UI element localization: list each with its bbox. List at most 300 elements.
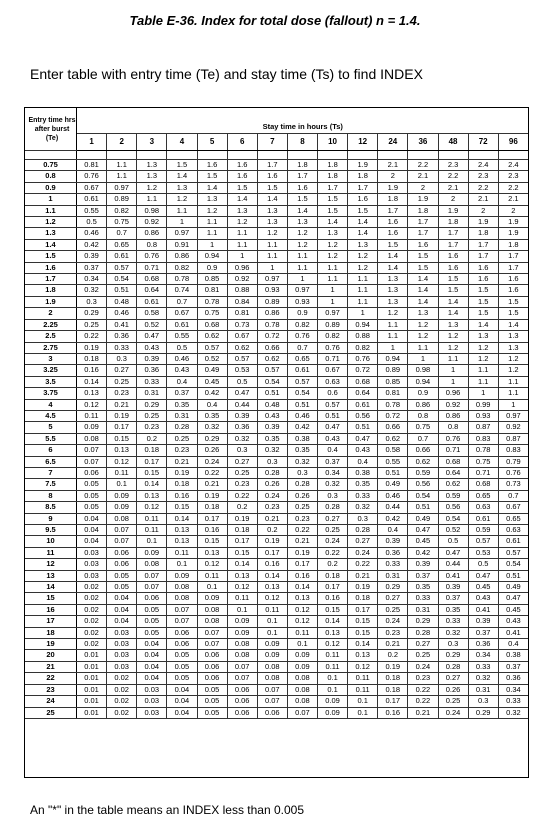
index-value-cell: 0.4 bbox=[318, 445, 348, 456]
index-value-cell: 0.05 bbox=[77, 479, 107, 490]
index-value-cell: 0.4 bbox=[348, 456, 378, 467]
index-value-cell: 1.1 bbox=[287, 251, 317, 262]
index-value-cell: 1.7 bbox=[468, 251, 498, 262]
index-value-cell: 0.07 bbox=[227, 661, 257, 672]
entry-time-cell: 8.5 bbox=[25, 502, 77, 513]
index-value-cell: 0.38 bbox=[348, 467, 378, 478]
index-value-cell: 0.13 bbox=[348, 650, 378, 661]
index-value-cell: 0.25 bbox=[287, 502, 317, 513]
index-value-cell: 0.07 bbox=[287, 707, 317, 718]
index-value-cell: 0.08 bbox=[197, 604, 227, 615]
index-value-cell: 1.7 bbox=[498, 251, 528, 262]
index-value-cell: 0.61 bbox=[498, 536, 528, 547]
index-value-cell: 0.76 bbox=[438, 433, 468, 444]
index-value-cell: 0.23 bbox=[227, 479, 257, 490]
index-value-cell: 1.3 bbox=[167, 182, 197, 193]
index-value-cell: 0.18 bbox=[227, 525, 257, 536]
index-value-cell: 0.43 bbox=[468, 593, 498, 604]
index-value-cell: 0.43 bbox=[137, 342, 167, 353]
index-value-cell: 0.61 bbox=[468, 513, 498, 524]
index-value-cell: 0.1 bbox=[167, 559, 197, 570]
index-value-cell: 1.2 bbox=[378, 308, 408, 319]
index-value-cell: 2.1 bbox=[408, 171, 438, 182]
index-value-cell: 0.43 bbox=[498, 616, 528, 627]
index-value-cell: 0.21 bbox=[348, 570, 378, 581]
index-value-cell: 0.05 bbox=[197, 707, 227, 718]
index-value-cell: 0.8 bbox=[137, 239, 167, 250]
index-value-cell: 1.7 bbox=[408, 217, 438, 228]
index-value-cell: 1.3 bbox=[137, 171, 167, 182]
index-value-cell: 0.81 bbox=[378, 388, 408, 399]
index-value-cell: 0.92 bbox=[137, 217, 167, 228]
table-frame bbox=[24, 107, 529, 778]
index-value-cell: 0.29 bbox=[408, 616, 438, 627]
index-value-cell: 0.6 bbox=[318, 388, 348, 399]
index-value-cell: 0.06 bbox=[167, 627, 197, 638]
index-value-cell: 1.7 bbox=[287, 171, 317, 182]
index-value-cell: 0.51 bbox=[287, 399, 317, 410]
index-value-cell: 0.39 bbox=[438, 582, 468, 593]
index-value-cell: 1.8 bbox=[378, 194, 408, 205]
index-value-cell: 0.63 bbox=[318, 376, 348, 387]
index-value-cell: 0.41 bbox=[468, 604, 498, 615]
index-value-cell: 0.52 bbox=[137, 319, 167, 330]
index-value-cell: 0.47 bbox=[227, 388, 257, 399]
index-value-cell: 0.22 bbox=[408, 696, 438, 707]
index-value-cell: 1.5 bbox=[498, 296, 528, 307]
index-value-cell: 0.25 bbox=[408, 650, 438, 661]
index-value-cell: 0.61 bbox=[77, 194, 107, 205]
index-value-cell: 0.19 bbox=[287, 547, 317, 558]
index-value-cell: 0.03 bbox=[107, 661, 137, 672]
index-value-cell: 0.1 bbox=[348, 696, 378, 707]
index-value-cell: 0.36 bbox=[107, 331, 137, 342]
index-value-cell: 0.32 bbox=[197, 422, 227, 433]
index-value-cell: 0.41 bbox=[107, 319, 137, 330]
index-value-cell: 0.43 bbox=[257, 410, 287, 421]
stay-time-column-header: 5 bbox=[197, 133, 227, 150]
index-value-cell: 0.34 bbox=[498, 684, 528, 695]
index-value-cell: 0.93 bbox=[468, 410, 498, 421]
index-value-cell: 0.01 bbox=[77, 661, 107, 672]
stay-time-column-header: 24 bbox=[378, 133, 408, 150]
entry-time-cell: 21 bbox=[25, 661, 77, 672]
index-value-cell: 0.81 bbox=[77, 160, 107, 171]
entry-time-cell: 1.3 bbox=[25, 228, 77, 239]
index-value-cell: 1 bbox=[167, 217, 197, 228]
index-value-cell: 0.11 bbox=[77, 410, 107, 421]
index-value-cell: 0.28 bbox=[287, 479, 317, 490]
index-value-cell: 0.17 bbox=[107, 422, 137, 433]
index-value-cell: 0.2 bbox=[257, 525, 287, 536]
index-value-cell: 0.05 bbox=[137, 604, 167, 615]
index-value-cell: 0.04 bbox=[77, 525, 107, 536]
index-value-cell: 1.1 bbox=[287, 262, 317, 273]
index-value-cell: 2.3 bbox=[438, 160, 468, 171]
index-value-cell: 0.17 bbox=[348, 604, 378, 615]
index-value-cell: 0.72 bbox=[378, 410, 408, 421]
index-value-cell: 0.29 bbox=[378, 582, 408, 593]
index-value-cell: 0.22 bbox=[77, 331, 107, 342]
entry-time-cell: 2 bbox=[25, 308, 77, 319]
index-value-cell: 0.45 bbox=[468, 582, 498, 593]
index-value-cell: 0.13 bbox=[77, 388, 107, 399]
index-value-cell: 0.1 bbox=[227, 604, 257, 615]
index-value-cell: 0.89 bbox=[107, 194, 137, 205]
index-value-cell: 0.14 bbox=[167, 513, 197, 524]
index-value-cell: 1.6 bbox=[438, 262, 468, 273]
index-value-cell: 0.21 bbox=[197, 479, 227, 490]
index-value-cell: 0.55 bbox=[77, 205, 107, 216]
index-value-cell: 1.8 bbox=[498, 239, 528, 250]
index-value-cell: 1.7 bbox=[468, 239, 498, 250]
index-value-cell: 1.2 bbox=[498, 353, 528, 364]
index-value-cell: 0.35 bbox=[167, 399, 197, 410]
index-value-cell: 0.76 bbox=[348, 353, 378, 364]
index-value-cell: 1.7 bbox=[378, 205, 408, 216]
entry-time-cell: 15 bbox=[25, 593, 77, 604]
index-value-cell: 0.62 bbox=[197, 331, 227, 342]
index-value-cell: 0.3 bbox=[438, 639, 468, 650]
index-value-cell: 1.2 bbox=[408, 331, 438, 342]
index-value-cell: 0.3 bbox=[468, 696, 498, 707]
entry-time-cell: 13 bbox=[25, 570, 77, 581]
entry-time-cell: 1.2 bbox=[25, 217, 77, 228]
index-value-cell: 0.56 bbox=[408, 479, 438, 490]
entry-time-cell: 3.5 bbox=[25, 376, 77, 387]
index-value-cell: 0.33 bbox=[107, 342, 137, 353]
index-value-cell: 0.18 bbox=[378, 673, 408, 684]
index-value-cell: 1.3 bbox=[287, 217, 317, 228]
index-value-cell: 0.15 bbox=[227, 547, 257, 558]
index-value-cell: 0.45 bbox=[498, 604, 528, 615]
index-value-cell: 0.33 bbox=[408, 593, 438, 604]
footnote: An "*" in the table means an INDEX less than 0.005 bbox=[30, 803, 305, 817]
index-value-cell: 1.6 bbox=[348, 194, 378, 205]
index-value-cell: 0.11 bbox=[197, 570, 227, 581]
index-value-cell: 0.5 bbox=[438, 536, 468, 547]
index-value-cell: 0.01 bbox=[77, 673, 107, 684]
index-value-cell: 0.38 bbox=[498, 650, 528, 661]
index-value-cell: 0.4 bbox=[378, 525, 408, 536]
index-value-cell: 0.94 bbox=[408, 376, 438, 387]
index-value-cell: 0.66 bbox=[378, 422, 408, 433]
index-value-cell: 1.7 bbox=[348, 182, 378, 193]
index-value-cell: 0.07 bbox=[257, 696, 287, 707]
index-value-cell: 1.1 bbox=[348, 285, 378, 296]
index-value-cell: 0.21 bbox=[287, 536, 317, 547]
index-value-cell: 0.88 bbox=[348, 331, 378, 342]
index-value-cell: 0.13 bbox=[167, 536, 197, 547]
index-value-cell: 0.11 bbox=[318, 661, 348, 672]
index-value-cell: 0.89 bbox=[257, 296, 287, 307]
index-value-cell: 0.07 bbox=[107, 536, 137, 547]
index-value-cell: 0.47 bbox=[408, 525, 438, 536]
index-value-cell: 0.71 bbox=[468, 467, 498, 478]
index-value-cell: 0.22 bbox=[227, 490, 257, 501]
index-value-cell: 1.2 bbox=[468, 353, 498, 364]
index-value-cell: 0.11 bbox=[227, 593, 257, 604]
index-value-cell: 1.4 bbox=[498, 319, 528, 330]
index-value-cell: 1.3 bbox=[197, 194, 227, 205]
index-value-cell: 0.62 bbox=[378, 433, 408, 444]
index-value-cell: 0.09 bbox=[137, 547, 167, 558]
index-value-cell: 0.97 bbox=[257, 274, 287, 285]
index-value-cell: 0.25 bbox=[137, 410, 167, 421]
index-value-cell: 0.07 bbox=[197, 639, 227, 650]
index-value-cell: 0.51 bbox=[498, 570, 528, 581]
index-value-cell: 0.02 bbox=[77, 604, 107, 615]
index-value-cell: 0.83 bbox=[468, 433, 498, 444]
index-value-cell: 0.42 bbox=[378, 513, 408, 524]
entry-time-cell: 7 bbox=[25, 467, 77, 478]
index-value-cell: 0.03 bbox=[107, 639, 137, 650]
index-value-cell: 0.22 bbox=[348, 559, 378, 570]
index-value-cell: 2.4 bbox=[468, 160, 498, 171]
index-value-cell: 0.17 bbox=[227, 536, 257, 547]
index-value-cell: 0.82 bbox=[318, 331, 348, 342]
index-value-cell: 0.15 bbox=[107, 433, 137, 444]
index-value-cell: 1.6 bbox=[378, 228, 408, 239]
index-value-cell: 0.15 bbox=[197, 536, 227, 547]
index-value-cell: 1.1 bbox=[378, 319, 408, 330]
index-value-cell: 0.65 bbox=[468, 490, 498, 501]
index-value-cell: 0.75 bbox=[107, 217, 137, 228]
index-value-cell: 2.2 bbox=[438, 171, 468, 182]
index-value-cell: 0.05 bbox=[107, 570, 137, 581]
index-value-cell: 0.24 bbox=[408, 661, 438, 672]
index-value-cell: 0.13 bbox=[167, 525, 197, 536]
index-value-cell: 0.47 bbox=[468, 570, 498, 581]
index-value-cell: 1.7 bbox=[438, 239, 468, 250]
index-value-cell: 0.06 bbox=[107, 559, 137, 570]
entry-time-cell: 2.25 bbox=[25, 319, 77, 330]
index-value-cell: 1.1 bbox=[498, 376, 528, 387]
index-value-cell: 0.18 bbox=[197, 502, 227, 513]
index-value-cell: 1.6 bbox=[197, 160, 227, 171]
index-value-cell: 0.51 bbox=[378, 467, 408, 478]
index-value-cell: 0.28 bbox=[438, 661, 468, 672]
index-value-cell: 1.5 bbox=[498, 308, 528, 319]
index-value-cell: 1.6 bbox=[227, 160, 257, 171]
index-value-cell: 0.09 bbox=[318, 707, 348, 718]
index-value-cell: 0.04 bbox=[137, 661, 167, 672]
index-value-cell: 0.56 bbox=[348, 410, 378, 421]
index-value-cell: 0.82 bbox=[167, 262, 197, 273]
stay-time-column-header: 48 bbox=[438, 133, 468, 150]
index-value-cell: 0.38 bbox=[287, 433, 317, 444]
index-value-cell: 0.06 bbox=[227, 684, 257, 695]
index-value-cell: 1.7 bbox=[498, 262, 528, 273]
entry-time-cell: 0.75 bbox=[25, 160, 77, 171]
index-value-cell: 1.7 bbox=[257, 160, 287, 171]
index-value-cell: 0.7 bbox=[107, 228, 137, 239]
index-value-cell: 0.53 bbox=[227, 365, 257, 376]
index-value-cell: 0.37 bbox=[167, 388, 197, 399]
index-value-cell: 0.22 bbox=[408, 684, 438, 695]
index-value-cell: 0.31 bbox=[468, 684, 498, 695]
index-value-cell: 0.54 bbox=[498, 559, 528, 570]
index-value-cell: 2 bbox=[468, 205, 498, 216]
index-value-cell: 1.1 bbox=[197, 228, 227, 239]
index-value-cell: 0.04 bbox=[107, 593, 137, 604]
index-value-cell: 0.92 bbox=[227, 274, 257, 285]
index-value-cell: 0.76 bbox=[318, 342, 348, 353]
index-value-cell: 0.39 bbox=[137, 353, 167, 364]
entry-time-cell: 1.1 bbox=[25, 205, 77, 216]
index-value-cell: 0.05 bbox=[167, 650, 197, 661]
index-value-cell: 1.5 bbox=[257, 182, 287, 193]
index-value-cell: 0.57 bbox=[468, 536, 498, 547]
index-value-cell: 0.37 bbox=[468, 627, 498, 638]
index-value-cell: 0.11 bbox=[318, 650, 348, 661]
index-value-cell: 1.5 bbox=[438, 274, 468, 285]
index-value-cell: 0.33 bbox=[438, 616, 468, 627]
index-value-cell: 1.9 bbox=[348, 160, 378, 171]
index-value-cell: 1.4 bbox=[378, 262, 408, 273]
index-value-cell: 0.36 bbox=[137, 365, 167, 376]
index-value-cell: 1.9 bbox=[468, 217, 498, 228]
index-value-cell: 0.16 bbox=[318, 593, 348, 604]
index-value-cell: 1.1 bbox=[468, 376, 498, 387]
index-value-cell: 0.14 bbox=[318, 616, 348, 627]
index-value-cell: 0.26 bbox=[287, 490, 317, 501]
index-value-cell: 1.4 bbox=[438, 296, 468, 307]
index-value-cell: 0.33 bbox=[348, 490, 378, 501]
index-value-cell: 0.36 bbox=[498, 673, 528, 684]
index-value-cell: 0.23 bbox=[287, 513, 317, 524]
index-value-cell: 0.74 bbox=[167, 285, 197, 296]
index-value-cell: 0.92 bbox=[498, 422, 528, 433]
index-value-cell: 1.4 bbox=[257, 194, 287, 205]
index-value-cell: 0.48 bbox=[257, 399, 287, 410]
index-value-cell: 0.58 bbox=[378, 445, 408, 456]
index-value-cell: 0.08 bbox=[287, 684, 317, 695]
index-value-cell: 0.08 bbox=[257, 661, 287, 672]
index-value-cell: 1.1 bbox=[257, 251, 287, 262]
index-value-cell: 0.32 bbox=[257, 445, 287, 456]
index-value-cell: 0.46 bbox=[287, 410, 317, 421]
index-value-cell: 0.21 bbox=[378, 639, 408, 650]
index-value-cell: 0.05 bbox=[107, 582, 137, 593]
index-value-cell: 0.55 bbox=[167, 331, 197, 342]
index-value-cell: 0.53 bbox=[468, 547, 498, 558]
index-value-cell: 0.28 bbox=[257, 467, 287, 478]
index-value-cell: 0.88 bbox=[227, 285, 257, 296]
index-value-cell: 0.57 bbox=[287, 376, 317, 387]
index-value-cell: 0.3 bbox=[287, 467, 317, 478]
entry-time-cell: 10 bbox=[25, 536, 77, 547]
index-value-cell: 0.02 bbox=[107, 684, 137, 695]
index-value-cell: 2.2 bbox=[408, 160, 438, 171]
index-value-cell: 0.9 bbox=[287, 308, 317, 319]
index-value-cell: 0.25 bbox=[107, 376, 137, 387]
index-value-cell: 0.54 bbox=[438, 513, 468, 524]
table-instruction: Enter table with entry time (Te) and stay time (Ts) to find INDEX bbox=[30, 66, 423, 82]
index-value-cell: 0.41 bbox=[498, 627, 528, 638]
stay-time-column-header: 96 bbox=[498, 133, 528, 150]
index-value-cell: 2.3 bbox=[498, 171, 528, 182]
index-value-cell: 1.4 bbox=[197, 182, 227, 193]
index-value-cell: 0.29 bbox=[77, 308, 107, 319]
index-value-cell: 0.83 bbox=[498, 445, 528, 456]
index-value-cell: 0.2 bbox=[137, 433, 167, 444]
stay-time-column-header: 10 bbox=[318, 133, 348, 150]
index-value-cell: 0.27 bbox=[348, 536, 378, 547]
index-value-cell: 0.19 bbox=[378, 661, 408, 672]
index-value-cell: 0.87 bbox=[498, 433, 528, 444]
index-value-cell: 0.08 bbox=[287, 673, 317, 684]
index-value-cell: 0.02 bbox=[107, 696, 137, 707]
index-value-cell: 0.7 bbox=[408, 433, 438, 444]
index-value-cell: 0.47 bbox=[498, 593, 528, 604]
index-value-cell: 1.4 bbox=[318, 217, 348, 228]
index-value-cell: 1.3 bbox=[498, 331, 528, 342]
index-value-cell: 0.32 bbox=[318, 479, 348, 490]
index-value-cell: 1.2 bbox=[227, 217, 257, 228]
index-value-cell: 0.14 bbox=[227, 559, 257, 570]
index-value-cell: 0.02 bbox=[77, 582, 107, 593]
index-value-cell: 0.4 bbox=[167, 376, 197, 387]
index-value-cell: 0.89 bbox=[318, 319, 348, 330]
index-value-cell: 1.8 bbox=[468, 228, 498, 239]
index-value-cell: 1.2 bbox=[438, 342, 468, 353]
index-value-cell: 0.29 bbox=[468, 707, 498, 718]
index-value-cell: 0.67 bbox=[227, 331, 257, 342]
index-value-cell: 0.12 bbox=[318, 639, 348, 650]
index-value-cell: 0.04 bbox=[107, 604, 137, 615]
index-value-cell: 0.36 bbox=[227, 422, 257, 433]
index-value-cell: 0.54 bbox=[287, 388, 317, 399]
index-value-cell: 0.06 bbox=[227, 696, 257, 707]
index-value-cell: 0.68 bbox=[438, 456, 468, 467]
index-value-cell: 1.1 bbox=[318, 262, 348, 273]
index-value-cell: 0.09 bbox=[287, 661, 317, 672]
index-value-cell: 0.35 bbox=[438, 604, 468, 615]
index-value-cell: 0.35 bbox=[348, 479, 378, 490]
index-value-cell: 0.56 bbox=[438, 502, 468, 513]
index-value-cell: 0.37 bbox=[77, 262, 107, 273]
index-value-cell: 0.12 bbox=[287, 616, 317, 627]
index-value-cell: 1.7 bbox=[408, 228, 438, 239]
index-value-cell: 2 bbox=[408, 182, 438, 193]
index-value-cell: 0.18 bbox=[378, 684, 408, 695]
index-value-cell: 0.04 bbox=[167, 707, 197, 718]
index-value-cell: 0.12 bbox=[257, 593, 287, 604]
index-value-cell: 0.76 bbox=[137, 251, 167, 262]
index-value-cell: 1.8 bbox=[287, 160, 317, 171]
index-value-cell: 0.37 bbox=[438, 593, 468, 604]
index-value-cell: 1.1 bbox=[498, 388, 528, 399]
index-value-cell: 0.44 bbox=[438, 559, 468, 570]
index-value-cell: 0.21 bbox=[167, 456, 197, 467]
index-value-cell: 1.4 bbox=[468, 319, 498, 330]
index-value-cell: 0.7 bbox=[167, 296, 197, 307]
index-value-cell: 0.61 bbox=[107, 251, 137, 262]
index-value-cell: 1.5 bbox=[318, 205, 348, 216]
index-value-cell: 0.21 bbox=[107, 399, 137, 410]
table-title: Table E-36. Index for total dose (fallout) n = 1.4. bbox=[129, 13, 421, 28]
index-value-cell: 0.1 bbox=[137, 536, 167, 547]
index-value-cell: 0.01 bbox=[77, 684, 107, 695]
index-value-cell: 0.18 bbox=[167, 479, 197, 490]
index-value-cell: 0.04 bbox=[137, 650, 167, 661]
index-value-cell: 0.66 bbox=[408, 445, 438, 456]
index-value-cell: 0.37 bbox=[408, 570, 438, 581]
index-value-cell: 0.49 bbox=[378, 479, 408, 490]
index-value-cell: 0.1 bbox=[257, 616, 287, 627]
entry-time-cell: 3 bbox=[25, 353, 77, 364]
